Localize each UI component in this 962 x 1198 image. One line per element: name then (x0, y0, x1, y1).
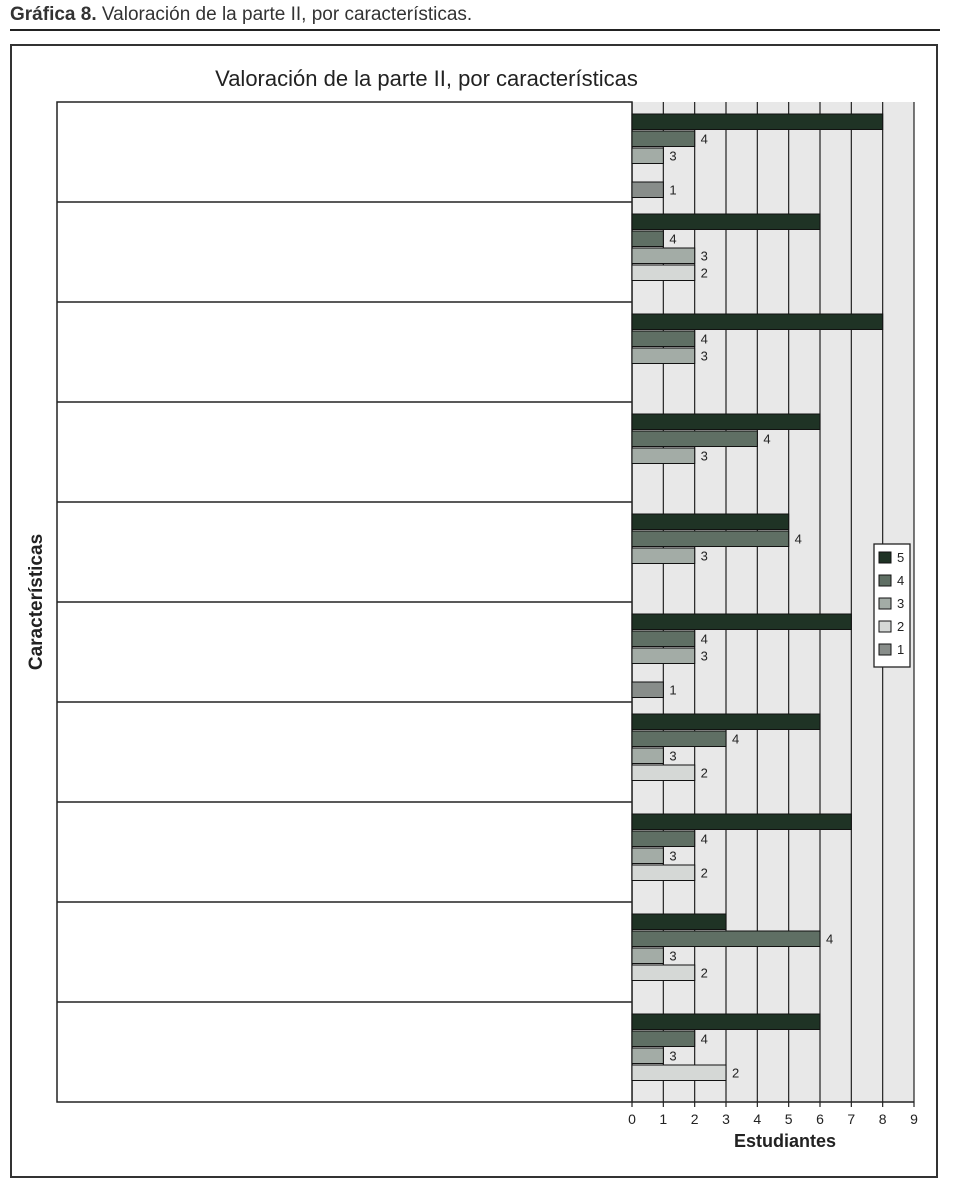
bar (632, 314, 883, 330)
x-tick-label: 3 (722, 1111, 730, 1127)
bar (632, 531, 789, 547)
bar (632, 548, 695, 564)
legend-swatch (879, 644, 891, 655)
bar-value-label: 4 (700, 131, 708, 147)
bar-value-label: 3 (700, 448, 708, 464)
bar-value-label: 4 (700, 1031, 708, 1047)
bar (632, 448, 695, 464)
bar-value-label: 4 (669, 231, 677, 247)
chart-frame (10, 44, 938, 1178)
bar (632, 131, 695, 147)
bar (632, 614, 851, 630)
bar-value-label: 4 (826, 931, 834, 947)
bar (632, 765, 695, 781)
x-tick-label: 7 (847, 1111, 856, 1127)
x-tick-label: 5 (784, 1111, 793, 1127)
bar-value-label: 3 (700, 648, 708, 664)
bar (632, 331, 695, 347)
y-axis-label: Características (26, 533, 47, 671)
bar-value-label: 1 (669, 182, 677, 198)
legend-label: 2 (897, 619, 905, 634)
bar-chart (12, 46, 936, 1176)
bar (632, 914, 726, 930)
figure-caption (10, 4, 472, 26)
x-tick-label: 9 (910, 1111, 918, 1127)
legend-label: 5 (897, 550, 905, 565)
bar (632, 731, 726, 747)
x-tick-label: 2 (690, 1111, 699, 1127)
legend-swatch (879, 552, 891, 563)
bar-value-label: 3 (700, 248, 708, 264)
caption-prefix: Gráfica 8. (10, 4, 97, 25)
bar (632, 648, 695, 664)
bar-value-label: 3 (669, 748, 677, 764)
bar (632, 148, 663, 164)
legend-label: 1 (897, 642, 905, 657)
bar (632, 248, 695, 264)
bar (632, 931, 820, 947)
bar-value-label: 3 (700, 548, 708, 564)
bar (632, 948, 663, 964)
bar (632, 848, 663, 864)
chart-title: Valoración de la parte II, por características (215, 66, 638, 91)
bar-value-label: 3 (669, 948, 677, 964)
bar-value-label: 4 (700, 631, 708, 647)
bar (632, 231, 663, 247)
bar-value-label: 4 (700, 831, 708, 847)
bar (632, 865, 695, 881)
bar (632, 965, 695, 981)
bar-value-label: 2 (700, 865, 708, 881)
bar-value-label: 2 (700, 765, 708, 781)
bar-value-label: 4 (700, 331, 708, 347)
bar (632, 631, 695, 647)
bar-value-label: 2 (732, 1065, 740, 1081)
bar (632, 214, 820, 230)
bar-value-label: 4 (732, 731, 740, 747)
x-tick-label: 4 (753, 1111, 762, 1127)
bar (632, 265, 695, 281)
x-tick-label: 1 (659, 1111, 668, 1127)
bar-value-label: 3 (669, 848, 677, 864)
x-tick-label: 0 (628, 1111, 636, 1127)
bar (632, 831, 695, 847)
caption-rule (10, 29, 940, 31)
bar (632, 1031, 695, 1047)
bar (632, 1065, 726, 1081)
bar (632, 682, 663, 698)
bar (632, 431, 757, 447)
legend-swatch (879, 621, 891, 632)
bar (632, 814, 851, 830)
bar (632, 114, 883, 130)
bar-value-label: 2 (700, 265, 708, 281)
caption-text: Valoración de la parte II, por características. (101, 4, 473, 25)
bar-value-label: 3 (700, 348, 708, 364)
bar-value-label: 4 (763, 431, 771, 447)
bar (632, 714, 820, 730)
x-tick-label: 8 (878, 1111, 887, 1127)
legend-swatch (879, 575, 891, 586)
bar (632, 1048, 663, 1064)
legend-label: 4 (897, 573, 905, 588)
bar-value-label: 3 (669, 1048, 677, 1064)
bar-value-label: 3 (669, 148, 677, 164)
bar (632, 1014, 820, 1030)
bar-value-label: 4 (794, 531, 802, 547)
legend-label: 3 (897, 596, 905, 611)
bar (632, 414, 820, 430)
bar (632, 348, 695, 364)
x-tick-label: 6 (816, 1111, 824, 1127)
bar-value-label: 2 (700, 965, 708, 981)
bar (632, 514, 789, 530)
bar (632, 182, 663, 198)
x-axis-label: Estudiantes (733, 1131, 837, 1151)
bar (632, 748, 663, 764)
legend-swatch (879, 598, 891, 609)
bar-value-label: 1 (669, 682, 677, 698)
